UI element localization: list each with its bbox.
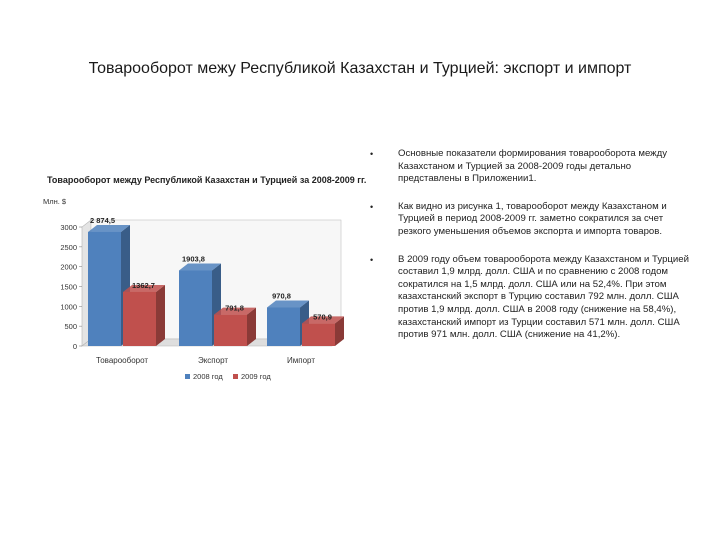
bullet-text: Как видно из рисунка 1, товарооборот между Казахстаном и Турцией в период 2008-2009 гг. заметно сократился за счет резкого уменьшения объемов экспорта и импорта товаров.: [398, 200, 667, 237]
legend-swatch: [185, 374, 190, 379]
data-label: 2 874,5: [89, 215, 116, 225]
data-label: 1362,7: [132, 280, 155, 290]
x-tick-label: Импорт: [287, 356, 315, 365]
bullet-marker: •: [370, 201, 374, 212]
bullet-item: [370, 201, 690, 239]
bullet-text: В 2009 году объем товарооборота между Казахстаном и Турцией составил 1,9 млрд. долл. США и по сравнению с 2008 годом сократился на 1,5 млрд. долл. США или на 52,4%. При этом казахстанский экспорт в Турцию составил 792 млн. долл. США против 1,9 млрд. долл. США в 2008 году (снижение на 58,4%), казахстанский импорт из Турции составил 571 млн. долл. США против 971 млн. долл. США (снижение на 41,2%).: [398, 253, 689, 341]
data-label: 791,8: [225, 303, 244, 313]
legend-label: 2008 год: [193, 372, 223, 381]
bullet-list: [370, 148, 690, 357]
y-axis-label: Млн. $: [43, 197, 67, 206]
bar: [88, 232, 121, 346]
bar: [302, 323, 335, 346]
bar: [267, 307, 300, 346]
y-tick-label: 1000: [60, 302, 77, 312]
y-tick-label: 0: [72, 342, 77, 351]
bullet-text: Основные показатели формирования товарооборота между Казахстаном и Турцией за 2008-2009 годы детально представлены в Приложении1.: [398, 148, 667, 185]
bar-side: [156, 285, 165, 346]
y-tick-label: 500: [64, 322, 77, 332]
data-label: 970,8: [272, 291, 291, 301]
bar: [123, 292, 156, 346]
bar: [214, 315, 247, 346]
chart-canvas: [35, 168, 370, 390]
chart-title: Товарооборот между Республикой Казахстан и Турцией за 2008-2009 гг.: [47, 175, 367, 185]
data-label: 570,9: [313, 312, 332, 322]
bar: [179, 270, 212, 346]
chart: [35, 168, 370, 390]
y-tick-label: 2000: [60, 262, 77, 272]
y-tick-label: 3000: [60, 223, 77, 232]
slide-title: Товарооборот межу Республикой Казахстан и Турцией: экспорт и импорт: [88, 60, 632, 77]
legend-swatch: [233, 374, 238, 379]
data-label: 1903,8: [182, 254, 205, 264]
y-tick-label: 1500: [60, 282, 77, 292]
bullet-item: [370, 148, 690, 186]
y-tick-label: 2500: [60, 242, 77, 252]
bullet-item: [370, 254, 690, 342]
x-tick-label: Товарооборот: [95, 356, 149, 365]
bullet-marker: •: [370, 149, 374, 159]
legend-label: 2009 год: [241, 372, 271, 381]
x-tick-label: Экспорт: [197, 356, 229, 365]
bullet-marker: •: [370, 254, 374, 265]
